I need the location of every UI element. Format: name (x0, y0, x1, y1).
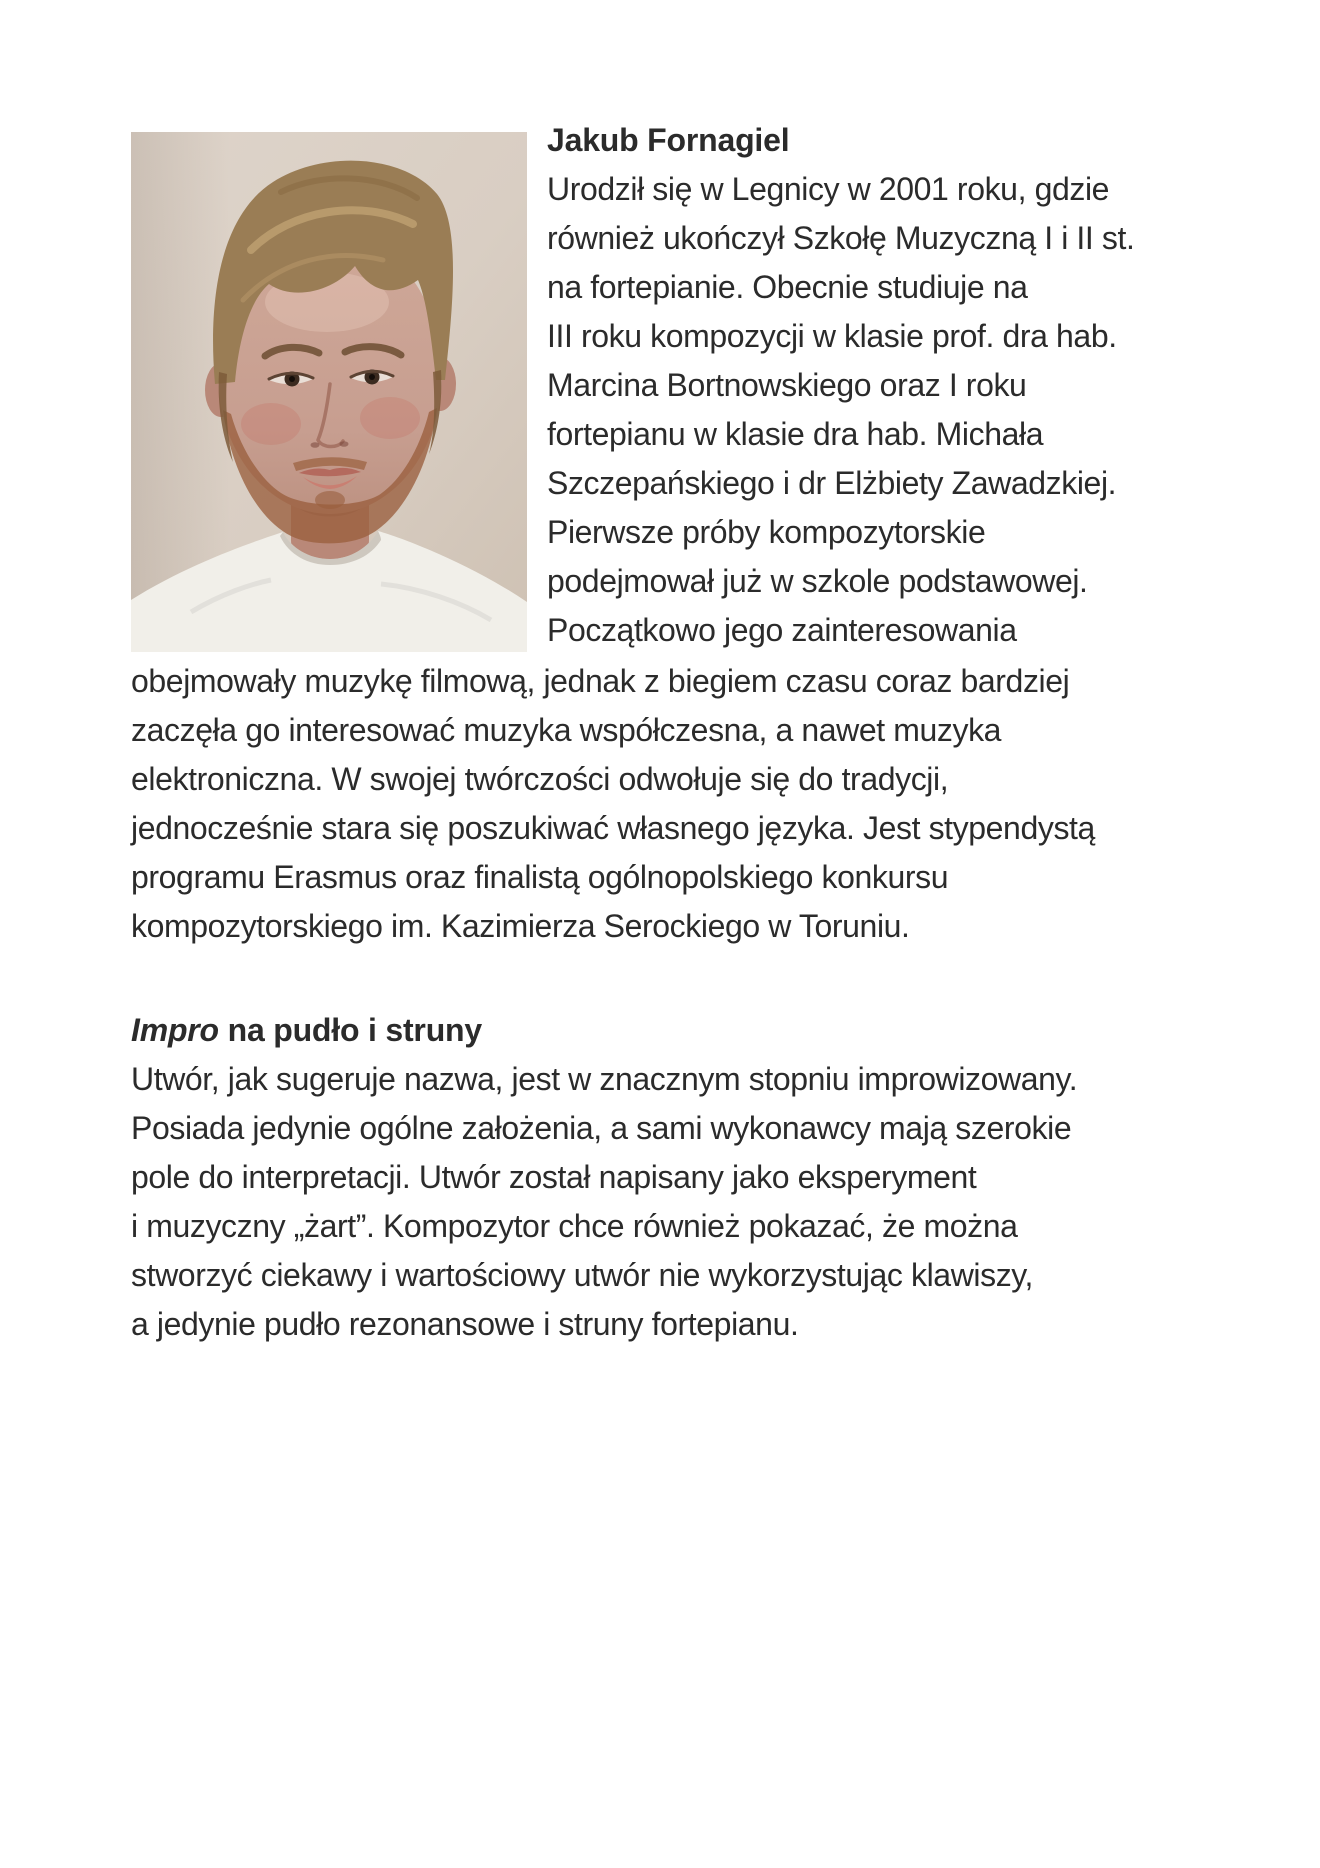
piece-title (131, 1006, 1190, 1055)
piece-description (131, 1055, 1190, 1349)
text-line: pole do interpretacji. Utwór został napisany jako eksperyment (131, 1159, 977, 1195)
bio-text-full-width (131, 657, 1190, 951)
text-line: jednocześnie stara się poszukiwać własnego języka. Jest stypendystą (131, 810, 1095, 846)
composer-name: Jakub Fornagiel (547, 122, 790, 158)
text-line: na fortepianie. Obecnie studiuje na (547, 269, 1028, 305)
text-line: elektroniczna. W swojej twórczości odwołuje się do tradycji, (131, 761, 949, 797)
portrait-illustration (131, 132, 527, 652)
text-line: Szczepańskiego i dr Elżbiety Zawadzkiej. (547, 465, 1117, 501)
text-line: Początkowo jego zainteresowania (547, 612, 1017, 648)
text-line: a jedynie pudło rezonansowe i struny fortepianu. (131, 1306, 799, 1342)
text-line: kompozytorskiego im. Kazimierza Serockiego w Toruniu. (131, 908, 910, 944)
text-line: zaczęła go interesować muzyka współczesna, a nawet muzyka (131, 712, 1002, 748)
piece-title-italic: Impro (131, 1012, 219, 1048)
text-line: stworzyć ciekawy i wartościowy utwór nie wykorzystując klawiszy, (131, 1257, 1034, 1293)
text-line: Urodził się w Legnicy w 2001 roku, gdzie (547, 171, 1110, 207)
text-line: obejmowały muzykę filmową, jednak z biegiem czasu coraz bardziej (131, 663, 1070, 699)
piece-title-rest: na pudło i struny (218, 1012, 482, 1048)
text-line: programu Erasmus oraz finalistą ogólnopolskiego konkursu (131, 859, 949, 895)
text-line: również ukończył Szkołę Muzyczną I i II st. (547, 220, 1135, 256)
page-content (131, 0, 1190, 1868)
text-line: fortepianu w klasie dra hab. Michała (547, 416, 1044, 452)
text-line: Pierwsze próby kompozytorskie (547, 514, 986, 550)
text-line: Marcina Bortnowskiego oraz I roku (547, 367, 1027, 403)
text-line: podejmował już w szkole podstawowej. (547, 563, 1088, 599)
text-line: i muzyczny „żart”. Kompozytor chce również pokazać, że można (131, 1208, 1018, 1244)
text-line: Posiada jedynie ogólne założenia, a sami wykonawcy mają szerokie (131, 1110, 1072, 1146)
bio-lines-beside-photo (547, 165, 1190, 655)
text-line: Utwór, jak sugeruje nazwa, jest w znacznym stopniu improwizowany. (131, 1061, 1078, 1097)
text-line: III roku kompozycji w klasie prof. dra hab. (547, 318, 1117, 354)
portrait-photo (131, 132, 527, 652)
bio-text-beside-photo (547, 116, 1190, 655)
